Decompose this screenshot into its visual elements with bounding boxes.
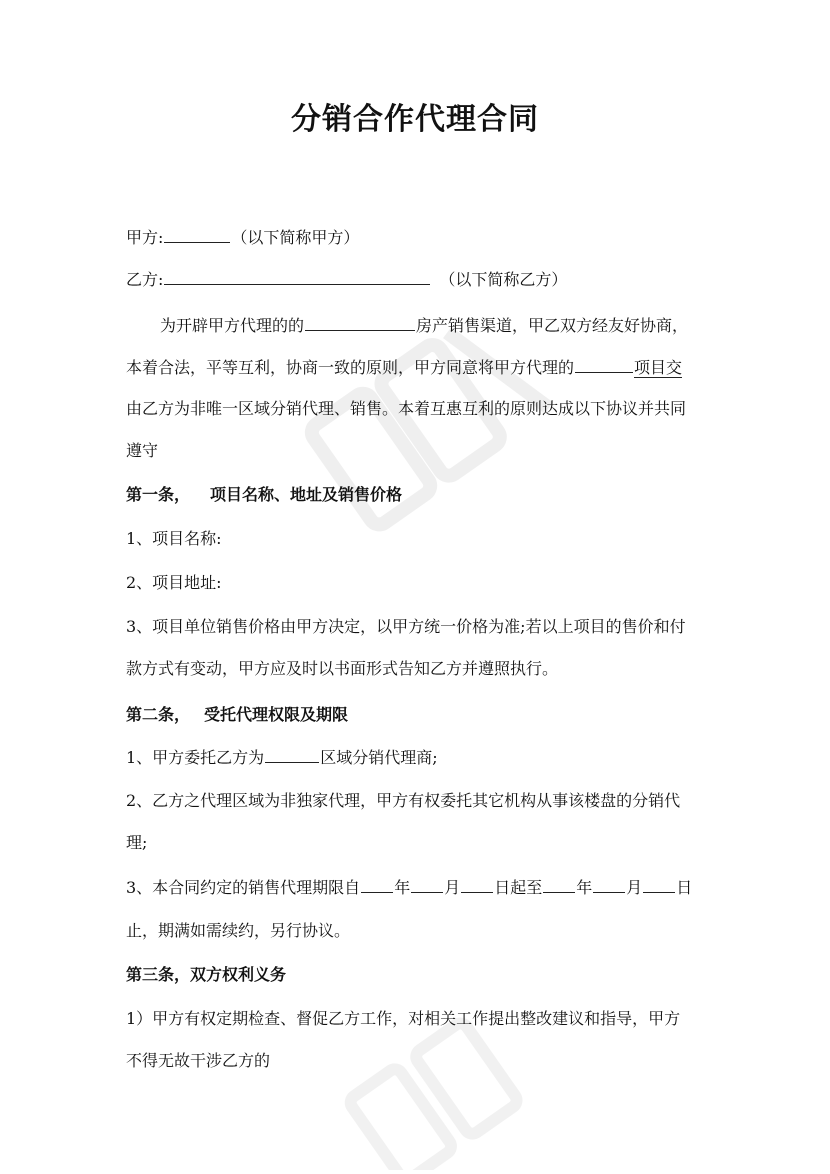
party-a-line [126, 226, 359, 249]
end-day-blank [643, 876, 675, 893]
intro-line-3: 由乙方为非唯一区域分销代理、销售。本着互惠互利的原则达成以下协议并共同 [126, 399, 687, 418]
article3-item1-line2: 不得无故干涉乙方的 [126, 1051, 271, 1070]
article2-item2-line1: 2、乙方之代理区域为非独家代理，甲方有权委托其它机构从事该楼盘的分销代 [126, 791, 681, 810]
intro-line-2 [126, 356, 682, 379]
article2-item1-b: 区域分销代理商; [320, 748, 438, 767]
start-month-blank [411, 876, 443, 893]
article2-heading [126, 704, 348, 726]
article1-item3-line2: 款方式有变动，甲方应及时以书面形式告知乙方并遵照执行。 [126, 659, 559, 678]
article2-item2-line2: 理; [126, 833, 148, 852]
article2-item3-line1 [126, 876, 692, 899]
watermark-logo-bottom [330, 1010, 570, 1170]
start-year-label: 年 [394, 878, 411, 897]
article2-number: 第二条， [126, 705, 191, 724]
end-year-blank [543, 876, 575, 893]
article2-item1-a: 1、甲方委托乙方为 [126, 748, 265, 767]
intro-line-1 [126, 314, 688, 337]
intro-text-2b: 项目交 [634, 358, 683, 377]
region-blank [265, 746, 319, 763]
party-a-blank [164, 226, 230, 243]
article1-title: 项目名称、地址及销售价格 [210, 485, 403, 504]
party-b-suffix: （以下简称乙方） [439, 270, 568, 289]
start-day-blank [461, 876, 493, 893]
party-a-suffix: （以下简称甲方） [231, 228, 360, 247]
article2-title: 受托代理权限及期限 [204, 705, 349, 724]
intro-text-1a: 为开辟甲方代理的的 [160, 316, 305, 335]
start-month-label: 月 [444, 878, 461, 897]
party-b-blank [164, 268, 430, 285]
document-title: 分销合作代理合同 [291, 102, 539, 137]
article2-item3-a: 3、本合同约定的销售代理期限自 [126, 878, 361, 897]
party-b-line [126, 268, 567, 291]
article1-item1: 1、项目名称: [126, 529, 222, 548]
intro-text-2a: 本着合法，平等互利，协商一致的原则，甲方同意将甲方代理的 [126, 358, 575, 377]
end-month-label: 月 [626, 878, 643, 897]
end-month-blank [593, 876, 625, 893]
article1-item3-line1: 3、项目单位销售价格由甲方决定，以甲方统一价格为准;若以上项目的售价和付 [126, 617, 686, 636]
party-b-label: 乙方: [126, 270, 164, 289]
article2-item3-line2: 止，期满如需续约，另行协议。 [126, 921, 351, 940]
intro-line-4: 遵守 [126, 441, 159, 460]
article1-heading [126, 484, 402, 506]
intro-channel-blank [305, 314, 415, 331]
watermark-logo [300, 300, 560, 560]
start-day-label: 日起至 [494, 878, 543, 897]
article2-item1 [126, 746, 438, 769]
article3-heading: 第三条，双方权利义务 [126, 965, 287, 984]
end-year-label: 年 [576, 878, 593, 897]
start-year-blank [361, 876, 393, 893]
article3-item1-line1: 1）甲方有权定期检查、督促乙方工作，对相关工作提出整改建议和指导，甲方 [126, 1009, 681, 1028]
intro-project-blank [575, 356, 633, 373]
end-day-label: 日 [676, 878, 693, 897]
intro-text-1b: 房产销售渠道，甲乙双方经友好协商， [416, 316, 689, 335]
article1-item2: 2、项目地址: [126, 573, 222, 592]
party-a-label: 甲方: [126, 228, 164, 247]
article1-number: 第一条， [126, 485, 191, 504]
